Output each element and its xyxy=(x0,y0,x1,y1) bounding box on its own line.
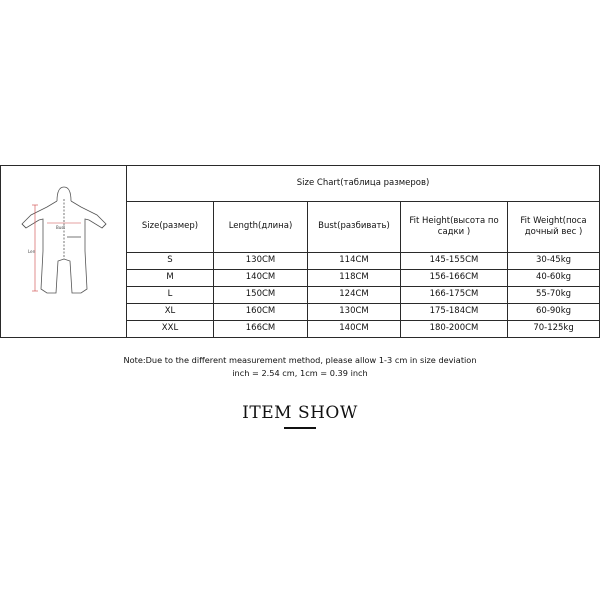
cell-fit-height: 175-184CM xyxy=(401,304,508,321)
title-row xyxy=(1,166,600,202)
cell-bust: 118CM xyxy=(308,270,401,287)
cell-size: XL xyxy=(127,304,214,321)
header-bust: Bust(разбивать) xyxy=(308,202,401,253)
cell-fit-weight: 30-45kg xyxy=(508,253,600,270)
cell-length: 166CM xyxy=(214,321,308,338)
cell-fit-weight: 60-90kg xyxy=(508,304,600,321)
cell-length: 140CM xyxy=(214,270,308,287)
size-chart xyxy=(0,165,600,340)
garment-illustration-cell xyxy=(1,166,127,338)
cell-length: 160CM xyxy=(214,304,308,321)
cell-fit-height: 156-166CM xyxy=(401,270,508,287)
header-size: Size(размер) xyxy=(127,202,214,253)
size-note xyxy=(0,354,600,380)
cell-bust: 130CM xyxy=(308,304,401,321)
cell-fit-weight: 70-125kg xyxy=(508,321,600,338)
chart-title: Size Chart(таблица размеров) xyxy=(127,166,600,202)
cell-size: M xyxy=(127,270,214,287)
size-deviation-note: Note:Due to the different measurement method, please allow 1-3 cm in size deviation xyxy=(123,355,477,365)
cell-fit-height: 145-155CM xyxy=(401,253,508,270)
header-length: Length(длина) xyxy=(214,202,308,253)
cell-size: L xyxy=(127,287,214,304)
cell-bust: 124CM xyxy=(308,287,401,304)
cell-length: 130CM xyxy=(214,253,308,270)
brand-logo: ITEM SHOW xyxy=(242,403,358,423)
cell-bust: 114CM xyxy=(308,253,401,270)
cell-fit-height: 180-200CM xyxy=(401,321,508,338)
length-label: Len xyxy=(28,249,36,255)
bust-label: Bust xyxy=(56,225,65,231)
cell-size: XXL xyxy=(127,321,214,338)
cell-length: 150CM xyxy=(214,287,308,304)
jumpsuit-illustration xyxy=(1,179,127,319)
cell-fit-height: 166-175CM xyxy=(401,287,508,304)
unit-conversion-note: inch = 2.54 cm, 1cm = 0.39 inch xyxy=(232,368,368,378)
brand-underline xyxy=(284,427,316,429)
cell-fit-weight: 40-60kg xyxy=(508,270,600,287)
header-fit-weight: Fit Weight(поса дочный вес ) xyxy=(508,202,600,253)
cell-bust: 140CM xyxy=(308,321,401,338)
header-fit-height: Fit Height(высота по садки ) xyxy=(401,202,508,253)
size-table xyxy=(0,165,600,338)
cell-size: S xyxy=(127,253,214,270)
cell-fit-weight: 55-70kg xyxy=(508,287,600,304)
